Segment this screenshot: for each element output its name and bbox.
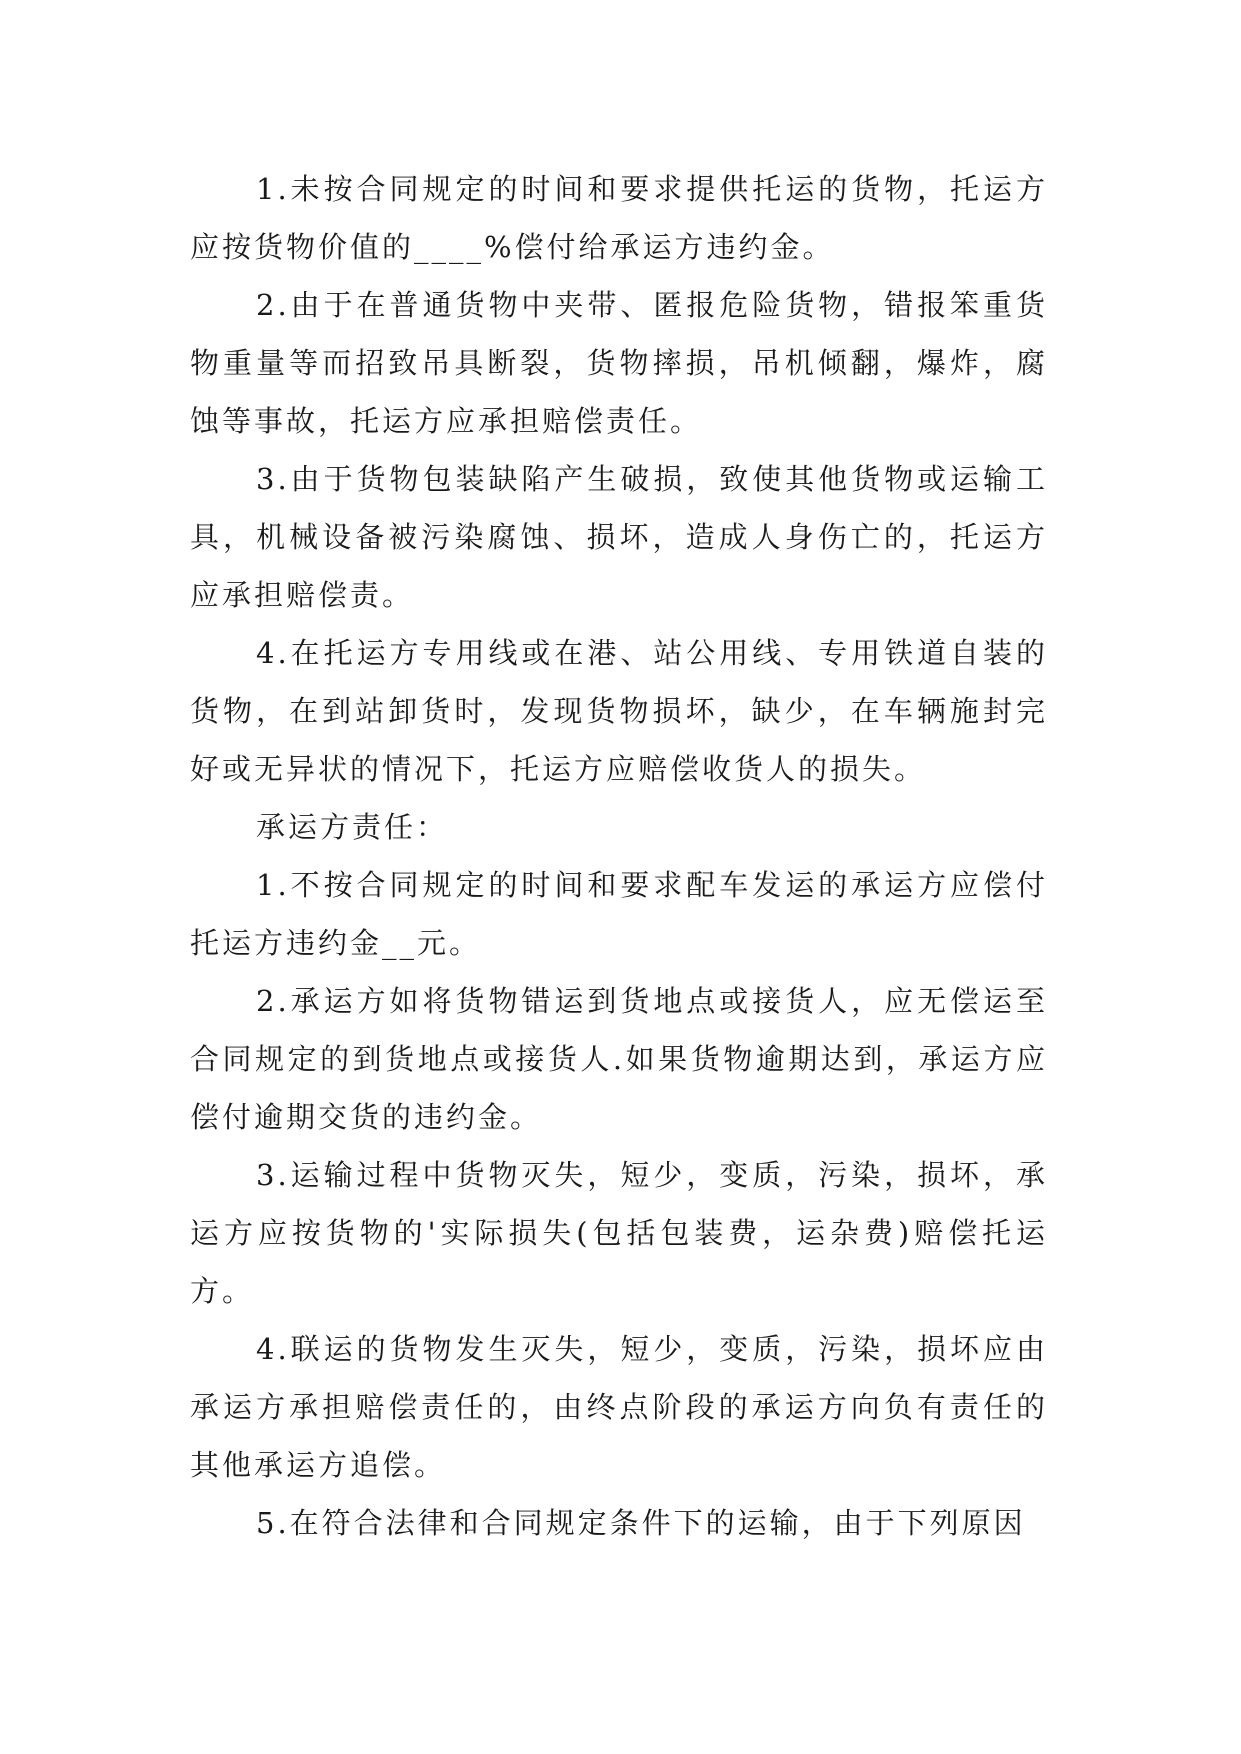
shipper-clause-3: 3.由于货物包装缺陷产生破损，致使其他货物或运输工具，机械设备被污染腐蚀、损坏，造成人身伤亡的，托运方应承担赔偿责。 <box>190 462 1048 612</box>
carrier-clause-5: 5.在符合法律和合同规定条件下的运输，由于下列原因 <box>256 1506 1026 1540</box>
carrier-clause-1: 1.不按合同规定的时间和要求配车发运的承运方应偿付托运方违约金__元。 <box>190 868 1048 960</box>
carrier-clause-2: 2.承运方如将货物错运到货地点或接货人，应无偿运至合同规定的到货地点或接货人.如果货物逾期达到，承运方应偿付逾期交货的违约金。 <box>190 984 1048 1134</box>
shipper-clause-4: 4.在托运方专用线或在港、站公用线、专用铁道自装的货物，在到站卸货时，发现货物损坏，缺少，在车辆施封完好或无异状的情况下，托运方应赔偿收货人的损失。 <box>190 636 1048 786</box>
carrier-responsibility-heading: 承运方责任： <box>256 810 449 844</box>
shipper-clause-1: 1.未按合同规定的时间和要求提供托运的货物，托运方应按货物价值的____%偿付给承运方违约金。 <box>190 172 1048 264</box>
shipper-clause-2: 2.由于在普通货物中夹带、匿报危险货物，错报笨重货物重量等而招致吊具断裂，货物摔损，吊机倾翻，爆炸，腐蚀等事故，托运方应承担赔偿责任。 <box>190 288 1048 438</box>
carrier-clause-4: 4.联运的货物发生灭失，短少，变质，污染，损坏应由承运方承担赔偿责任的，由终点阶段的承运方向负有责任的其他承运方追偿。 <box>190 1332 1048 1482</box>
carrier-clause-3: 3.运输过程中货物灭失，短少，变质，污染，损坏，承运方应按货物的'实际损失(包括包装费，运杂费)赔偿托运方。 <box>190 1158 1048 1308</box>
document-body <box>190 160 1048 1552</box>
